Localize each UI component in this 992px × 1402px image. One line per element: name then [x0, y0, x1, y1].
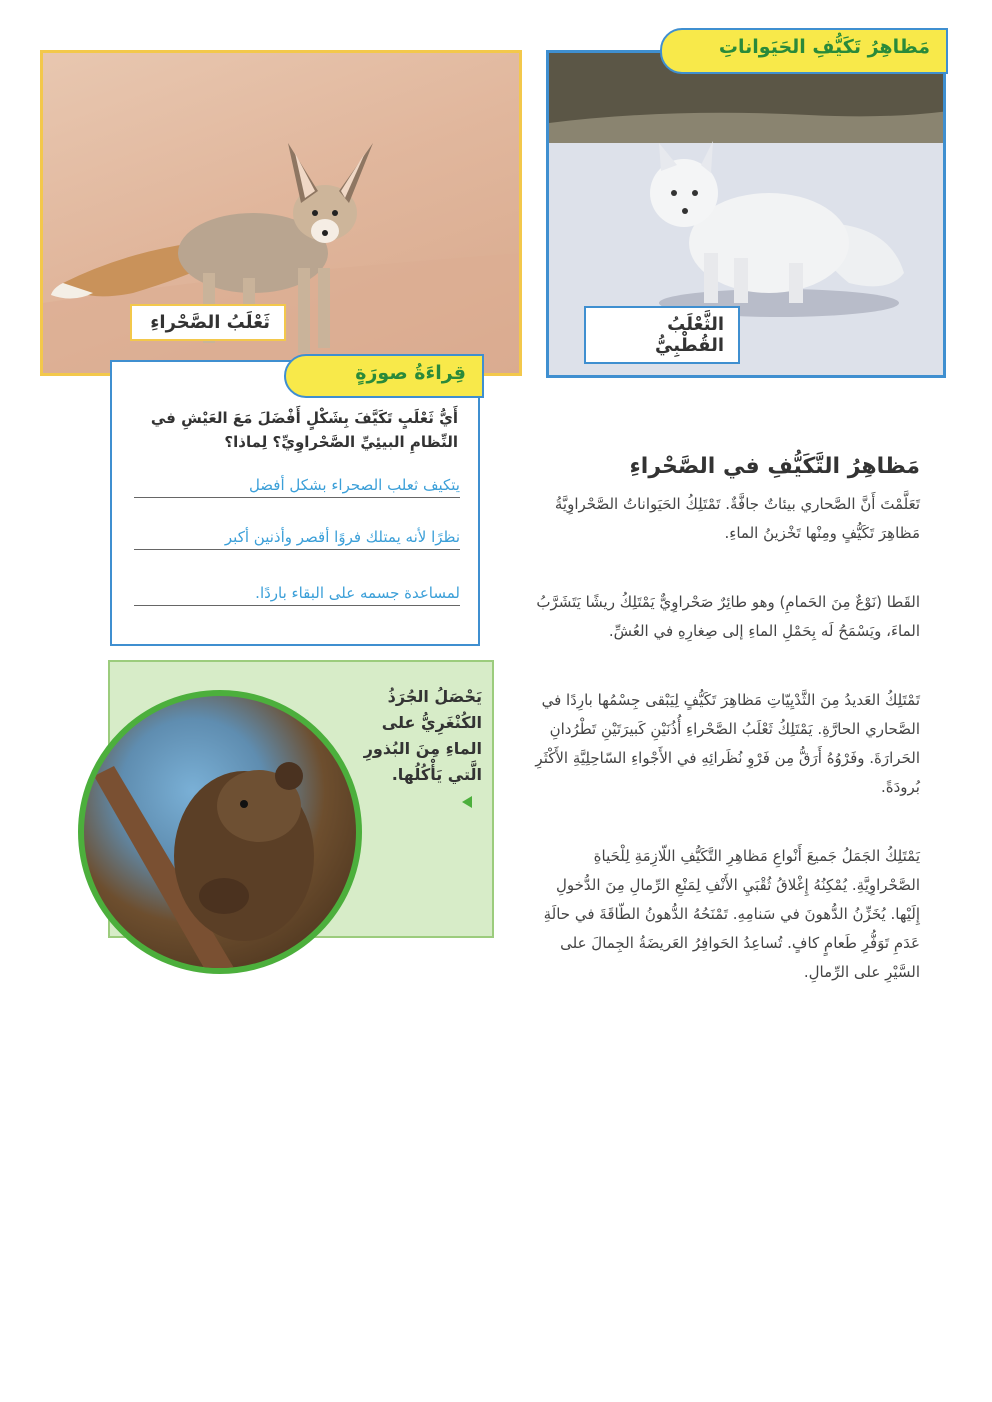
answer-line-2[interactable]: نظرًا لأنه يمتلك فروًا أقصر وأذنين أكبر [134, 528, 460, 550]
reading-tab-label: قِراءَةُ صورَةٍ [284, 354, 484, 398]
arctic-fox-caption: الثَّعْلَبُ القُطْبِيُّ [584, 306, 740, 364]
article-paragraph: يَمْتَلِكُ الجَمَلُ جَميعَ أَنْواعِ مَظاهِرِ التَّكَيُّفِ اللّازِمَةِ لِلْحَياةِ الصَّحْراوِيَّةِ. يُمْكِنُهُ إِغْلاقُ ثُقْبَيِ الأَنْفِ لِمَنْعِ الرِّمالِ مِنَ الدُّخولِ إِلَيْها. يُخَزِّنُ الدُّهونَ في سَنامِهِ. تَمْنَحُهُ الدُّهونُ الطّاقَةَ في حالَةِ عَدَمِ تَوَفُّرِ طَعامٍ كافٍ. تُساعِدُ الحَوافِرُ العَريضَةُ الجِمالَ على السَّيْرِ على الرِّمالِ. [543, 847, 920, 981]
article-paragraph: تَعَلَّمْتَ أَنَّ الصَّحاري بيئاتٌ جافَّةٌ. تَمْتَلِكُ الحَيَواناتُ الصَّحْراوِيَّةُ مَظاهِرَ تَكَيُّفٍ ومِنْها تَخْزينُ الماءِ. [554, 495, 920, 542]
article-paragraph: تَمْتَلِكُ العَديدُ مِنَ الثَّدْيِيّاتِ مَظاهِرَ تَكَيُّفٍ لِيَبْقى جِسْمُها بارِدًا في الصَّحاري الحارَّةِ. يَمْتَلِكُ ثَعْلَبُ الصَّحْراءِ أُذُنَيْنِ كَبيرَتَيْنِ تَطْرُدانِ الحَرارَةَ. وفَرْوُهُ أَرَقُّ مِن فَرْوِ نُظَرائِهِ في الأَجْواءِ السّاحِلِيَّةِ الأَكْثَرِ بُرودَةً. [535, 691, 920, 796]
kangaroo-rat-caption: يَحْصَلُ الجُرَذُ الكُنْغَرِيُّ على الماءِ مِنَ البُذورِ الَّتي يَأْكُلُها. [363, 687, 482, 784]
caption-pointer-icon [462, 796, 472, 808]
kangaroo-rat-photo [78, 690, 362, 974]
answer-line-3[interactable]: لمساعدة جسمه على البقاء باردًا. [134, 584, 460, 606]
page-title: مَظاهِرُ تَكَيُّفِ الحَيَواناتِ [660, 28, 948, 74]
article-heading: مَظاهِرُ التَّكَيُّفِ في الصَّحْراءِ [629, 454, 920, 479]
reading-question: أَيُّ ثَعْلَبٍ تَكَيَّفَ بِشَكْلٍ أَفْضَلَ مَعَ العَيْشِ في النِّظامِ البيئِيِّ الصَّحْراوِيِّ؟ لِماذا؟ [150, 409, 458, 451]
answer-line-1[interactable]: يتكيف ثعلب الصحراء بشكل أفضل [134, 476, 460, 498]
article-paragraph: القَطا (نَوْعٌ مِنَ الحَمامِ) وهو طائِرٌ صَحْراوِيٌّ يَمْتَلِكُ ريشًا يَتَشَرَّبُ الماءَ، ويَسْمَحُ لَه بِحَمْلِ الماءِ إلى صِغارِهِ في العُشِّ. [536, 593, 920, 640]
kangaroo-rat-illustration [84, 696, 356, 968]
fennec-fox-caption: ثَعْلَبُ الصَّحْراءِ [130, 304, 286, 341]
